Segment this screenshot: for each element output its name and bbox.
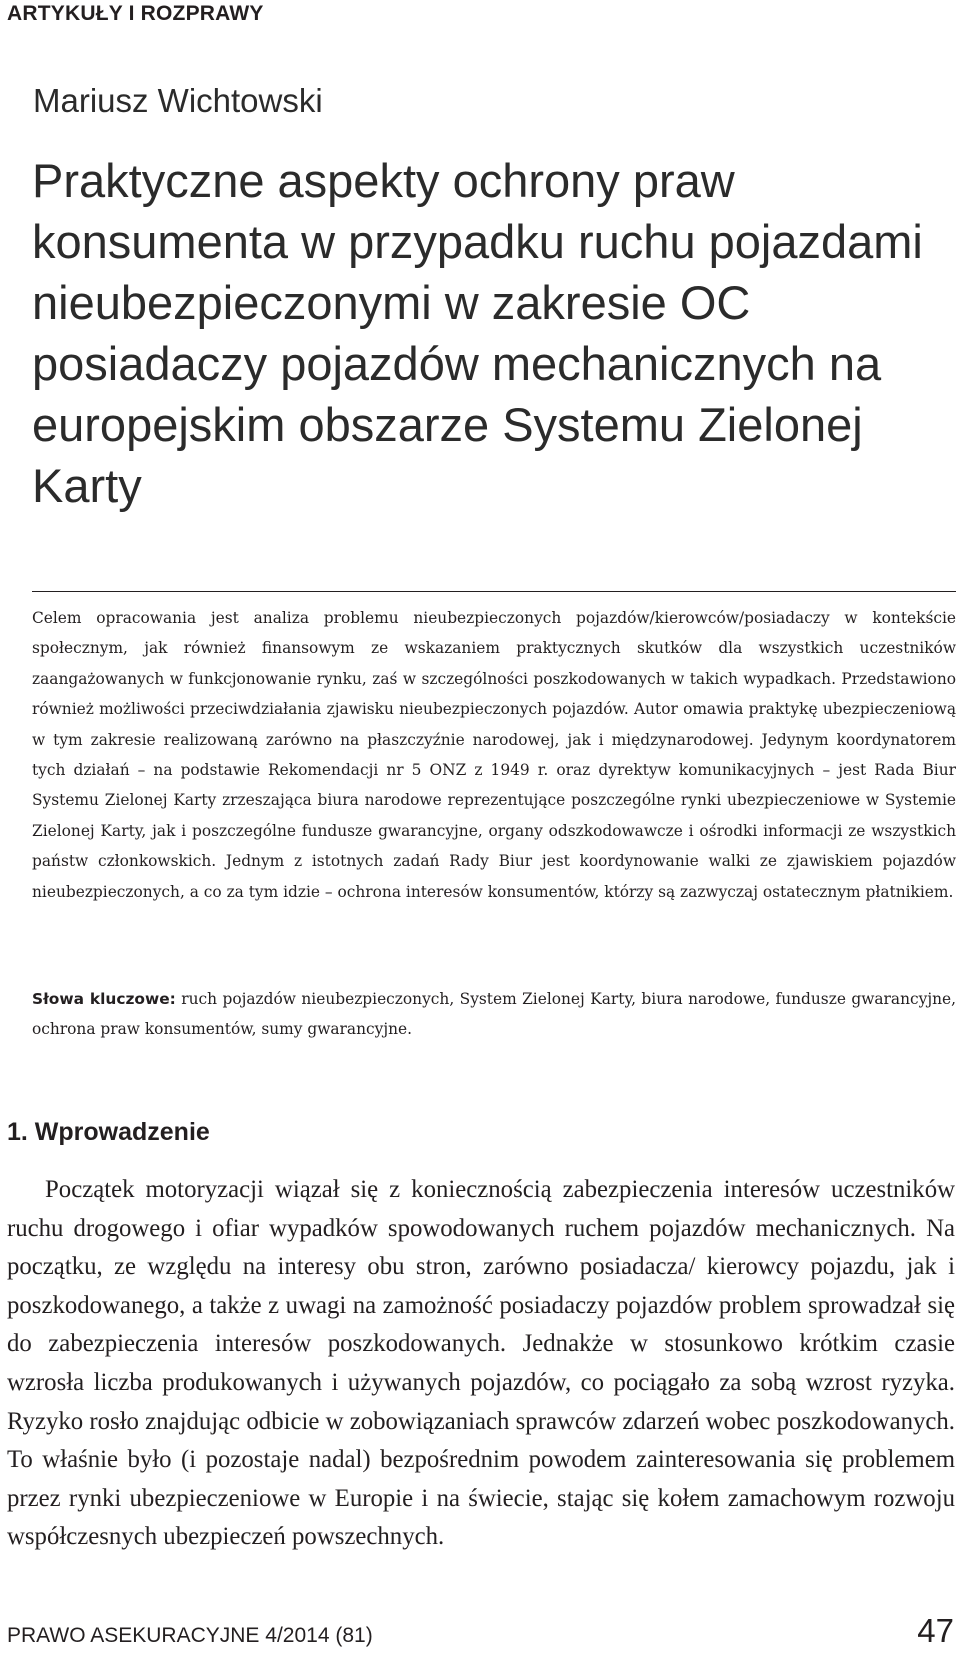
article-title: Praktyczne aspekty ochrony praw konsumenta w przypadku ruchu pojazdami nieubezpieczonymi w zakresie OC posiadaczy pojazdów mechanicznych na europejskim obszarze Systemu Zielonej Karty <box>32 154 923 512</box>
page-number: 47 <box>917 1612 954 1649</box>
divider <box>32 591 956 592</box>
keywords-label: Słowa kluczowe: <box>32 990 176 1008</box>
body-paragraph: Początek motoryzacji wiązał się z koniecznością zabezpieczenia interesów uczestników ruchu drogowego i ofiar wypadków spowodowanych ruchem pojazdów mechanicznych. Na początku, ze względu na interesy obu stron, zarówno posiadacza/ kierowcy pojazdu, jak i poszkodowanego, a także z uwagi na zamożność posiadaczy pojazdów problem sprowadzał się do zabezpieczenia interesów poszkodowanych. Jednakże w stosunkowo krótkim czasie wzrosła liczba produkowanych i używanych pojazdów, co pociągało za sobą wzrost ryzyka. Ryzyko rosło znajdując odbicie w zobowiązaniach sprawców zdarzeń wobec poszkodowanych. To właśnie było (i pozostaje nadal) bezpośrednim powodem zainteresowania się problemem przez rynki ubezpieczeniowe w Europie i na świecie, stając się kołem zamachowym rozwoju współczesnych ubezpieczeń powszechnych. <box>7 1176 955 1551</box>
section-tag: ARTYKUŁY I ROZPRAWY <box>7 2 264 25</box>
keywords <box>32 984 956 1045</box>
abstract: Celem opracowania jest analiza problemu nieubezpieczonych pojazdów/kierowców/posiadaczy w kontekście społecznym, jak również finansowym ze wskazaniem praktycznych skutków dla wszystkich uczestników zaangażowanych w funkcjonowanie rynku, zaś w szczególności poszkodowanych w takich wypadkach. Przedstawiono również możliwości przeciwdziałania zjawisku nieubezpieczonych pojazdów. Autor omawia praktykę ubezpieczeniową w tym zakresie realizowaną zarówno na płaszczyźnie narodowej, jak i międzynarodowej. Jedynym koordynatorem tych działań – na podstawie Rekomendacji nr 5 ONZ z 1949 r. oraz dyrektyw komunikacyjnych – jest Rada Biur Systemu Zielonej Karty zrzeszająca biura narodowe reprezentujące poszczególne rynki ubezpieczeniowe w Systemie Zielonej Karty, jak i poszczególne fundusze gwarancyjne, organy odszkodowawcze i ośrodki informacji ze wszystkich państw członkowskich. Jednym z istotnych zadań Rady Biur jest koordynowanie walki ze zjawiskiem pojazdów nieubezpieczonych, a co za tym idzie – ochrona interesów konsumentów, którzy są zazwyczaj ostatecznym płatnikiem. <box>32 609 956 901</box>
journal-footer: PRAWO ASEKURACYJNE 4/2014 (81) <box>7 1624 373 1647</box>
author-name: Mariusz Wichtowski <box>33 82 323 119</box>
keywords-list: ruch pojazdów nieubezpieczonych, System Zielonej Karty, biura narodowe, fundusze gwarancyjne, ochrona praw konsumentów, sumy gwarancyjne. <box>32 990 957 1039</box>
section-heading: 1. Wprowadzenie <box>7 1118 210 1146</box>
